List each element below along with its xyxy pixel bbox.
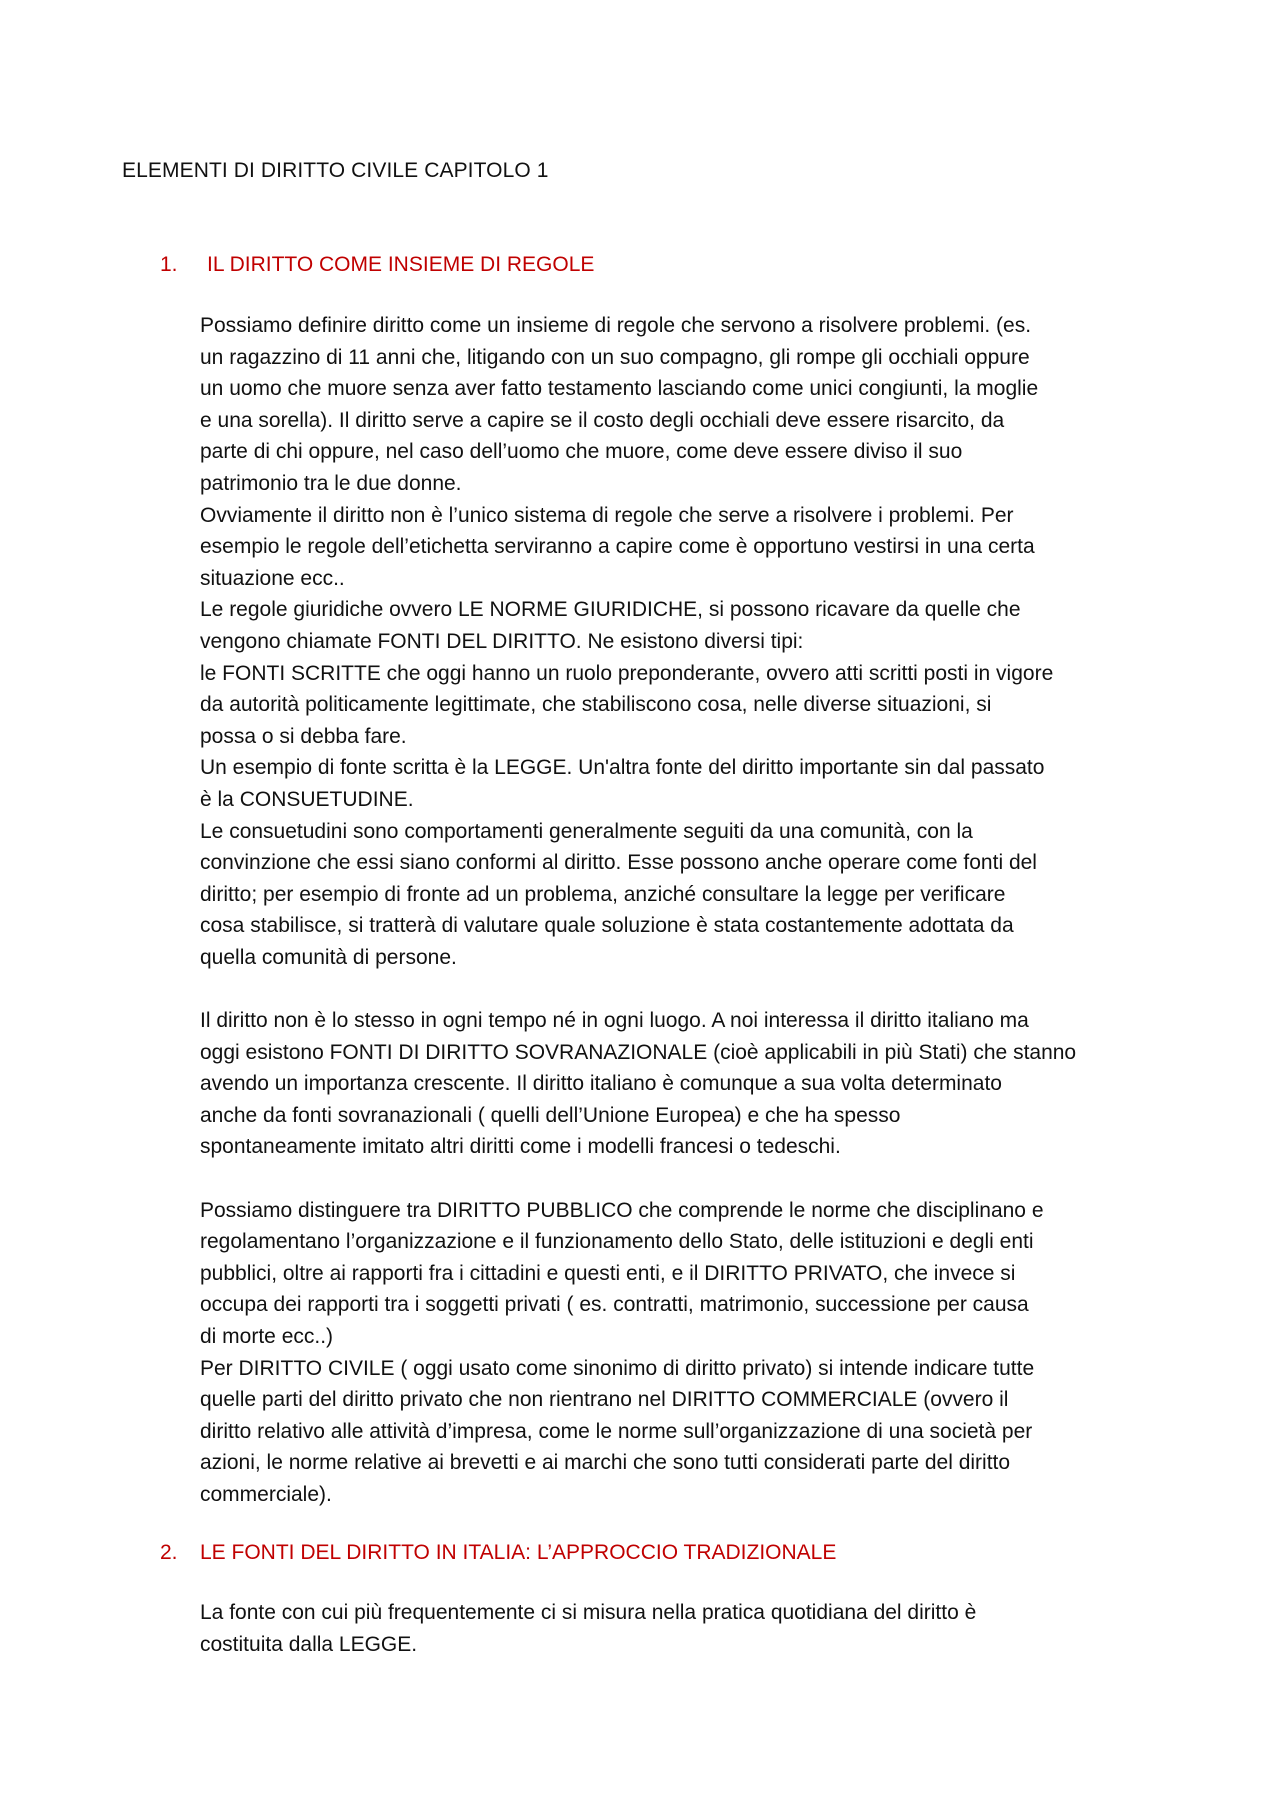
body-text-line: parte di chi oppure, nel caso dell’uomo che muore, come deve essere diviso il suo [200,440,963,464]
body-text-line: commerciale). [200,1482,332,1506]
body-text-line: e una sorella). Il diritto serve a capire se il costo degli occhiali deve essere risarcito, da [200,408,1005,432]
body-text-line: patrimonio tra le due donne. [200,471,462,495]
body-text-line: Possiamo distinguere tra DIRITTO PUBBLICO che comprende le norme che disciplinano e [200,1198,1044,1222]
section-2-title: LE FONTI DEL DIRITTO IN ITALIA: L’APPROCCIO TRADIZIONALE [200,1541,837,1564]
section-1-title: IL DIRITTO COME INSIEME DI REGOLE [207,253,595,276]
body-text-line: un uomo che muore senza aver fatto testamento lasciando come unici congiunti, la moglie [200,377,1039,401]
body-text-line: anche da fonti sovranazionali ( quelli dell’Unione Europea) e che ha spesso [200,1103,901,1127]
body-text-line: possa o si debba fare. [200,724,407,748]
body-text-line: spontaneamente imitato altri diritti come i modelli francesi o tedeschi. [200,1135,841,1159]
body-text-line: diritto; per esempio di fronte ad un problema, anziché consultare la legge per verificare [200,882,1006,906]
document-title: ELEMENTI DI DIRITTO CIVILE CAPITOLO 1 [122,159,549,182]
paragraph-gap [200,973,1200,1005]
body-text-line: oggi esistono FONTI DI DIRITTO SOVRANAZIONALE (cioè applicabili in più Stati) che stanno [200,1040,1077,1064]
section-2-body [200,1597,1200,1660]
body-text-line: Per DIRITTO CIVILE ( oggi usato come sinonimo di diritto privato) si intende indicare tutte [200,1356,1035,1380]
body-text-line: occupa dei rapporti tra i soggetti privati ( es. contratti, matrimonio, successione per causa [200,1293,1029,1317]
section-2-heading [160,1540,836,1566]
body-text-line: Possiamo definire diritto come un insieme di regole che servono a risolvere problemi. (es. [200,314,1032,337]
body-text-line: quelle parti del diritto privato che non rientrano nel DIRITTO COMMERCIALE (ovvero il [200,1388,1009,1412]
section-1-heading [160,252,594,278]
body-text-line: di morte ecc..) [200,1325,334,1348]
body-text-line: diritto relativo alle attività d’impresa, come le norme sull’organizzazione di una società per [200,1419,1033,1443]
body-text-line: azioni, le norme relative ai brevetti e ai marchi che sono tutti considerati parte del diritto [200,1451,1011,1475]
body-text-line: costituita dalla LEGGE. [200,1632,418,1656]
body-text-line: La fonte con cui più frequentemente ci si misura nella pratica quotidiana del diritto è [200,1601,977,1624]
body-text-line: avendo un importanza crescente. Il diritto italiano è comunque a sua volta determinato [200,1072,1002,1096]
body-text-line: Le regole giuridiche ovvero LE NORME GIURIDICHE, si possono ricavare da quelle che [200,598,1021,622]
body-text-line: un ragazzino di 11 anni che, litigando con un suo compagno, gli rompe gli occhiali oppure [200,345,1030,369]
section-1-number: 1. [160,253,178,276]
body-text-line: vengono chiamate FONTI DEL DIRITTO. Ne esistono diversi tipi: [200,629,804,653]
body-text-line: Le consuetudini sono comportamenti generalmente seguiti da una comunità, con la [200,819,973,843]
body-text-line: Ovviamente il diritto non è l’unico sistema di regole che serve a risolvere i problemi. Per [200,503,1014,527]
body-text-line: convinzione che essi siano conformi al diritto. Esse possono anche operare come fonti del [200,851,1037,875]
body-text-line: Il diritto non è lo stesso in ogni tempo né in ogni luogo. A noi interessa il diritto italiano ma [200,1009,1029,1033]
body-text-line: Un esempio di fonte scritta è la LEGGE. Un'altra fonte del diritto importante sin dal passato [200,756,1045,780]
body-text-line: da autorità politicamente legittimate, che stabiliscono cosa, nelle diverse situazioni, si [200,693,992,717]
body-text-line: regolamentano l’organizzazione e il funzionamento dello Stato, delle istituzioni e degli enti [200,1230,1034,1254]
body-text-line: pubblici, oltre ai rapporti fra i cittadini e questi enti, e il DIRITTO PRIVATO, che invece si [200,1261,1016,1285]
body-text-line: quella comunità di persone. [200,945,457,969]
body-text-line: situazione ecc.. [200,566,345,590]
body-text-line: cosa stabilisce, si tratterà di valutare quale soluzione è stata costantemente adottata da [200,914,1014,938]
body-text-line: è la CONSUETUDINE. [200,787,414,811]
body-text-line: esempio le regole dell’etichetta serviranno a capire come è opportuno vestirsi in una certa [200,535,1035,559]
paragraph-gap [200,1163,1200,1195]
section-2-number: 2. [160,1541,178,1564]
body-text-line: le FONTI SCRITTE che oggi hanno un ruolo preponderante, ovvero atti scritti posti in vigore [200,661,1054,685]
section-1-body [200,310,1200,1511]
